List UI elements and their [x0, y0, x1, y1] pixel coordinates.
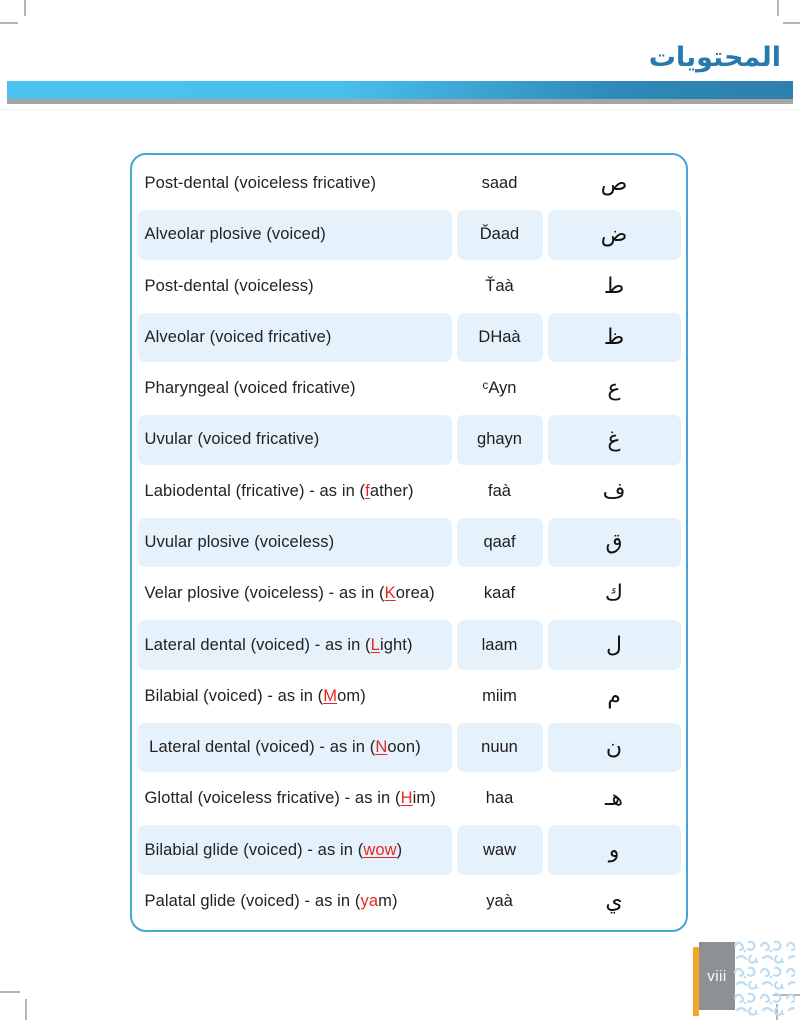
description-highlight-letter: K — [384, 584, 396, 603]
page-number-tab — [699, 942, 735, 1010]
arabic-letter-cell: ي — [605, 888, 623, 914]
table-row — [135, 261, 683, 312]
crop-mark-top-right-horizontal — [783, 22, 800, 24]
transliteration-cell: yaà — [486, 891, 513, 910]
page-title-arabic: المحتويات — [648, 42, 781, 73]
arabic-letter-cell: ض — [548, 210, 681, 259]
transliteration-cell: haa — [485, 789, 514, 808]
table-row — [135, 517, 683, 568]
header-dotted-rule — [0, 109, 800, 110]
description-highlight-letter: M — [323, 686, 338, 705]
description-text: Post-dental (voiceless) — [144, 276, 314, 295]
arabic-letter-cell: ن — [548, 723, 681, 772]
letter-description-cell — [138, 569, 452, 618]
arabic-letter-cell: هـ — [604, 786, 624, 812]
letter-description-cell — [138, 825, 452, 874]
description-text: Pharyngeal (voiced fricative) — [144, 379, 356, 398]
letter-description-cell — [138, 518, 452, 567]
transliteration-cell: nuun — [457, 723, 543, 772]
transliteration-cell: faà — [488, 481, 511, 500]
header-gradient-bar — [7, 81, 793, 99]
description-text: Glottal (voiceless fricative) - as in ( — [144, 789, 401, 808]
transliteration-cell: ghayn — [457, 415, 543, 464]
crop-mark-bottom-left-horizontal — [0, 991, 20, 993]
description-text-after: m) — [378, 891, 398, 910]
table-row — [135, 568, 683, 619]
arabic-letter-cell: م — [607, 683, 621, 709]
table-row — [135, 773, 683, 824]
transliteration-cell: ᶜAyn — [482, 379, 517, 398]
description-text-after: im) — [412, 789, 436, 808]
header-gray-rule — [7, 99, 793, 104]
description-text-after: ight) — [379, 635, 413, 654]
arabic-letter-cell: ق — [548, 518, 681, 567]
table-row — [135, 312, 683, 363]
transliteration-cell: miim — [482, 686, 517, 705]
arabesque-pattern-svg — [733, 938, 795, 1018]
description-text: Alveolar (voiced fricative) — [144, 327, 332, 346]
description-text: Bilabial glide (voiced) - as in ( — [144, 840, 364, 859]
letter-description-cell — [138, 774, 452, 823]
arabesque-pattern — [733, 938, 795, 1018]
description-highlight-letter: f — [365, 481, 370, 500]
description-highlight-letter: wow — [363, 840, 397, 859]
letter-description-cell — [138, 364, 452, 413]
letter-description-cell — [138, 467, 452, 516]
arabic-letter-cell: ط — [603, 273, 625, 299]
description-highlight-letter: ya — [360, 891, 379, 910]
table-row — [135, 363, 683, 414]
table-row — [135, 414, 683, 465]
transliteration-cell: laam — [457, 620, 543, 669]
description-text: Lateral dental (voiced) - as in ( — [144, 635, 371, 654]
arabic-letter-cell: ظ — [548, 313, 681, 362]
arabic-letter-cell: ك — [604, 581, 624, 607]
transliteration-cell: DHaà — [457, 313, 543, 362]
table-row — [135, 671, 683, 722]
arabic-letter-cell: غ — [548, 415, 681, 464]
description-text-after: orea) — [395, 584, 435, 603]
letter-description-cell — [138, 262, 452, 311]
letter-description-cell — [138, 672, 452, 721]
description-text-after: oon) — [387, 738, 421, 757]
arabic-letter-cell: ص — [600, 171, 628, 197]
description-text: Post-dental (voiceless fricative) — [144, 174, 377, 193]
transliteration-cell: Ďaad — [457, 210, 543, 259]
description-highlight-letter: L — [370, 635, 380, 654]
letter-description-cell — [138, 210, 452, 259]
table-row — [135, 722, 683, 773]
description-text-after: ) — [396, 840, 403, 859]
letter-description-cell — [138, 723, 452, 772]
table-row — [135, 876, 683, 927]
letter-description-cell — [138, 415, 452, 464]
table-row — [135, 619, 683, 670]
crop-mark-bottom-left-vertical — [25, 999, 27, 1020]
crop-mark-top-left-horizontal — [0, 22, 18, 24]
description-text-after: om) — [337, 686, 366, 705]
arabic-letter-cell: و — [548, 825, 681, 874]
arabic-letter-cell: ع — [607, 376, 621, 402]
letter-description-cell — [138, 159, 452, 208]
description-text: Bilabial (voiced) - as in ( — [144, 686, 324, 705]
table-row — [135, 158, 683, 209]
transliteration-cell: Ťaà — [485, 276, 514, 295]
transliteration-cell: saad — [481, 174, 518, 193]
letter-description-cell — [138, 877, 452, 926]
transliteration-cell: kaaf — [483, 584, 516, 603]
arabic-letter-cell: ف — [602, 478, 626, 504]
transliteration-cell: waw — [457, 825, 543, 874]
table-row — [135, 466, 683, 517]
description-text: Labiodental (fricative) - as in ( — [144, 481, 366, 500]
description-text: Velar plosive (voiceless) - as in ( — [144, 584, 385, 603]
table-row — [135, 824, 683, 875]
letter-description-cell — [138, 313, 452, 362]
page-number: viii — [707, 967, 727, 985]
table-row — [135, 209, 683, 260]
description-highlight-letter: H — [400, 789, 413, 808]
arabic-letter-cell: ل — [548, 620, 681, 669]
description-text: Palatal glide (voiced) - as in ( — [144, 891, 361, 910]
crop-mark-top-left-vertical — [24, 0, 26, 16]
description-text: Lateral dental (voiced) - as in ( — [144, 738, 376, 757]
description-text: Alveolar plosive (voiced) — [144, 225, 326, 244]
crop-mark-top-right-vertical — [777, 0, 779, 16]
description-text: Uvular plosive (voiceless) — [144, 532, 335, 551]
letter-description-cell — [138, 620, 452, 669]
description-text-after: ather) — [369, 481, 414, 500]
description-highlight-letter: N — [375, 738, 388, 757]
transliteration-cell: qaaf — [457, 518, 543, 567]
arabic-letters-table — [130, 153, 688, 932]
description-text: Uvular (voiced fricative) — [144, 430, 320, 449]
